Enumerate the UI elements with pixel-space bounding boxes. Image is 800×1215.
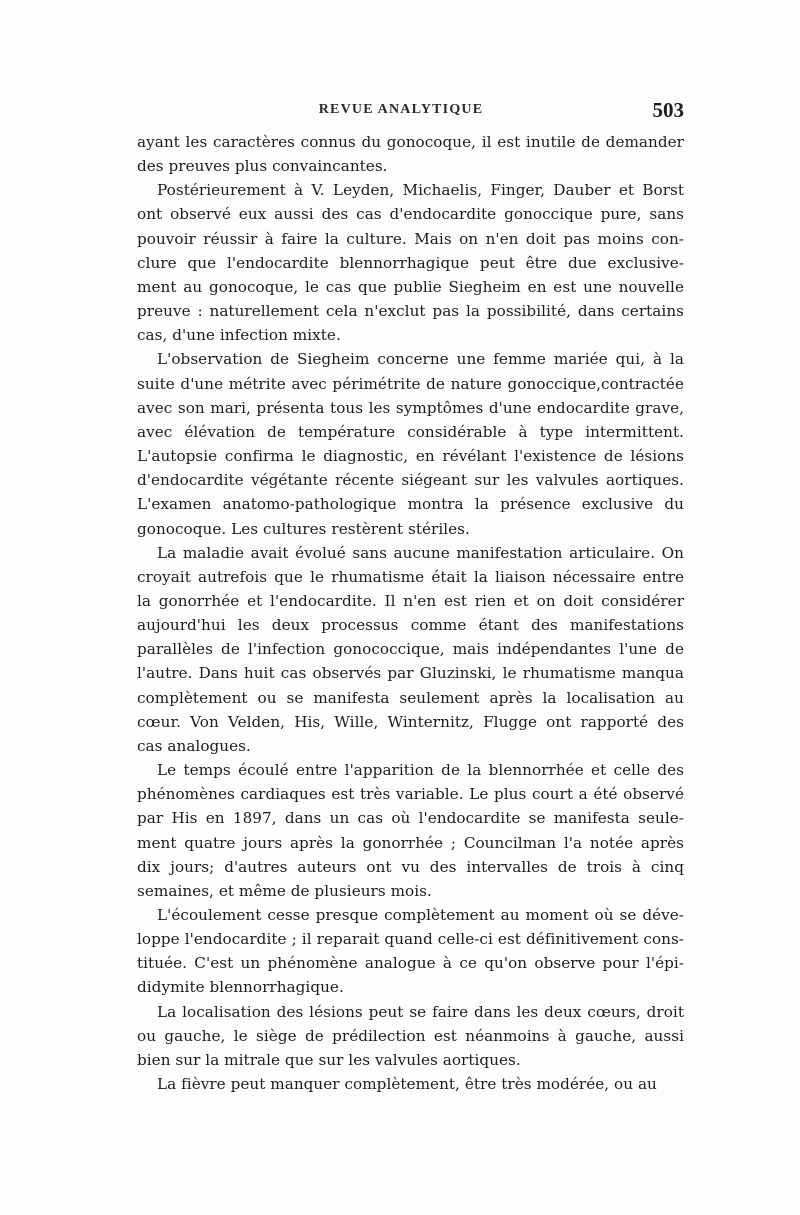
text-line: L'examen anatomo-pathologique montra la présence exclusive du: [137, 495, 684, 514]
paragraph: [117, 903, 684, 1000]
text-line: cas analogues.: [137, 736, 251, 755]
text-line: L'autopsie confirma le diagnostic, en révélant l'existence de lésions: [137, 447, 684, 466]
text-line: avec élévation de température considérable à type intermittent.: [137, 422, 684, 441]
text-line: par His en 1897, dans un cas où l'endocardite se manifesta seule-: [137, 809, 684, 828]
text-line: L'observation de Siegheim concerne une femme mariée qui, à la: [157, 350, 684, 369]
text-line: La maladie avait évolué sans aucune manifestation articulaire. On: [157, 543, 684, 562]
paragraph: [117, 178, 684, 347]
text-line: Le temps écoulé entre l'apparition de la blennorrhée et celle des: [157, 761, 684, 780]
text-line: tituée. C'est un phénomène analogue à ce qu'on observe pour l'épi-: [137, 954, 684, 973]
text-line: avec son mari, présenta tous les symptômes d'une endocardite grave,: [137, 398, 684, 417]
text-line: dix jours; d'autres auteurs ont vu des intervalles de trois à cinq: [137, 857, 684, 876]
text-line: d'endocardite végétante récente siégeant sur les valvules aortiques.: [137, 471, 684, 490]
text-line: pouvoir réussir à faire la culture. Mais on n'en doit pas moins con-: [137, 229, 684, 248]
running-header: [118, 100, 684, 124]
text-line: ment quatre jours après la gonorrhée ; Councilman l'a notée après: [137, 833, 684, 852]
paragraph: [117, 541, 684, 758]
text-line: gonocoque. Les cultures restèrent stériles.: [137, 519, 470, 538]
text-line: croyait autrefois que le rhumatisme était la liaison nécessaire entre: [137, 567, 684, 586]
text-line: ayant les caractères connus du gonocoque, il est inutile de demander: [137, 133, 684, 151]
running-title: REVUE ANALYTIQUE: [318, 102, 484, 117]
text-line: aujourd'hui les deux processus comme étant des manifestations: [137, 616, 684, 635]
paragraph: [117, 1000, 684, 1072]
text-line: loppe l'endocardite ; il reparait quand celle-ci est définitivement cons-: [137, 930, 684, 949]
text-line: cas, d'une infection mixte.: [137, 326, 341, 345]
text-line: clure que l'endocardite blennorrhagique peut être due exclusive-: [137, 253, 684, 272]
text-line: didymite blennorrhagique.: [137, 978, 344, 997]
text-line: la gonorrhée et l'endocardite. Il n'en est rien et on doit considérer: [137, 591, 684, 610]
paragraph: [117, 130, 684, 178]
text-line: bien sur la mitrale que sur les valvules aortiques.: [137, 1050, 521, 1069]
text-line: La fièvre peut manquer complètement, être très modérée, ou au: [157, 1075, 657, 1094]
text-line: phénomènes cardiaques est très variable. Le plus court a été observé: [137, 785, 684, 804]
paragraph: [117, 1072, 684, 1096]
text-line: complètement ou se manifesta seulement après la localisation au: [137, 688, 684, 707]
text-line: l'autre. Dans huit cas observés par Gluzinski, le rhumatisme manqua: [137, 664, 684, 683]
body-text: [117, 130, 684, 1096]
text-line: parallèles de l'infection gonococcique, mais indépendantes l'une de: [137, 640, 684, 659]
page-number: 503: [652, 98, 684, 122]
text-line: ont observé eux aussi des cas d'endocardite gonoccique pure, sans: [137, 205, 684, 224]
text-line: semaines, et même de plusieurs mois.: [137, 881, 432, 900]
text-line: Postérieurement à V. Leyden, Michaelis, Finger, Dauber et Borst: [157, 181, 684, 200]
paragraph: [117, 347, 684, 540]
text-line: La localisation des lésions peut se faire dans les deux cœurs, droit: [157, 1002, 684, 1021]
text-line: des preuves plus convaincantes.: [137, 157, 388, 176]
paragraph: [117, 758, 684, 903]
text-line: ou gauche, le siège de prédilection est néanmoins à gauche, aussi: [137, 1026, 684, 1045]
text-line: cœur. Von Velden, His, Wille, Winternitz, Flugge ont rapporté des: [137, 712, 684, 731]
text-line: ment au gonocoque, le cas que publie Siegheim en est une nouvelle: [137, 277, 684, 296]
text-line: L'écoulement cesse presque complètement au moment où se déve-: [157, 906, 684, 924]
text-line: preuve : naturellement cela n'exclut pas la possibilité, dans certains: [137, 302, 684, 321]
text-line: suite d'une métrite avec périmétrite de nature gonoccique,contractée: [137, 374, 684, 393]
